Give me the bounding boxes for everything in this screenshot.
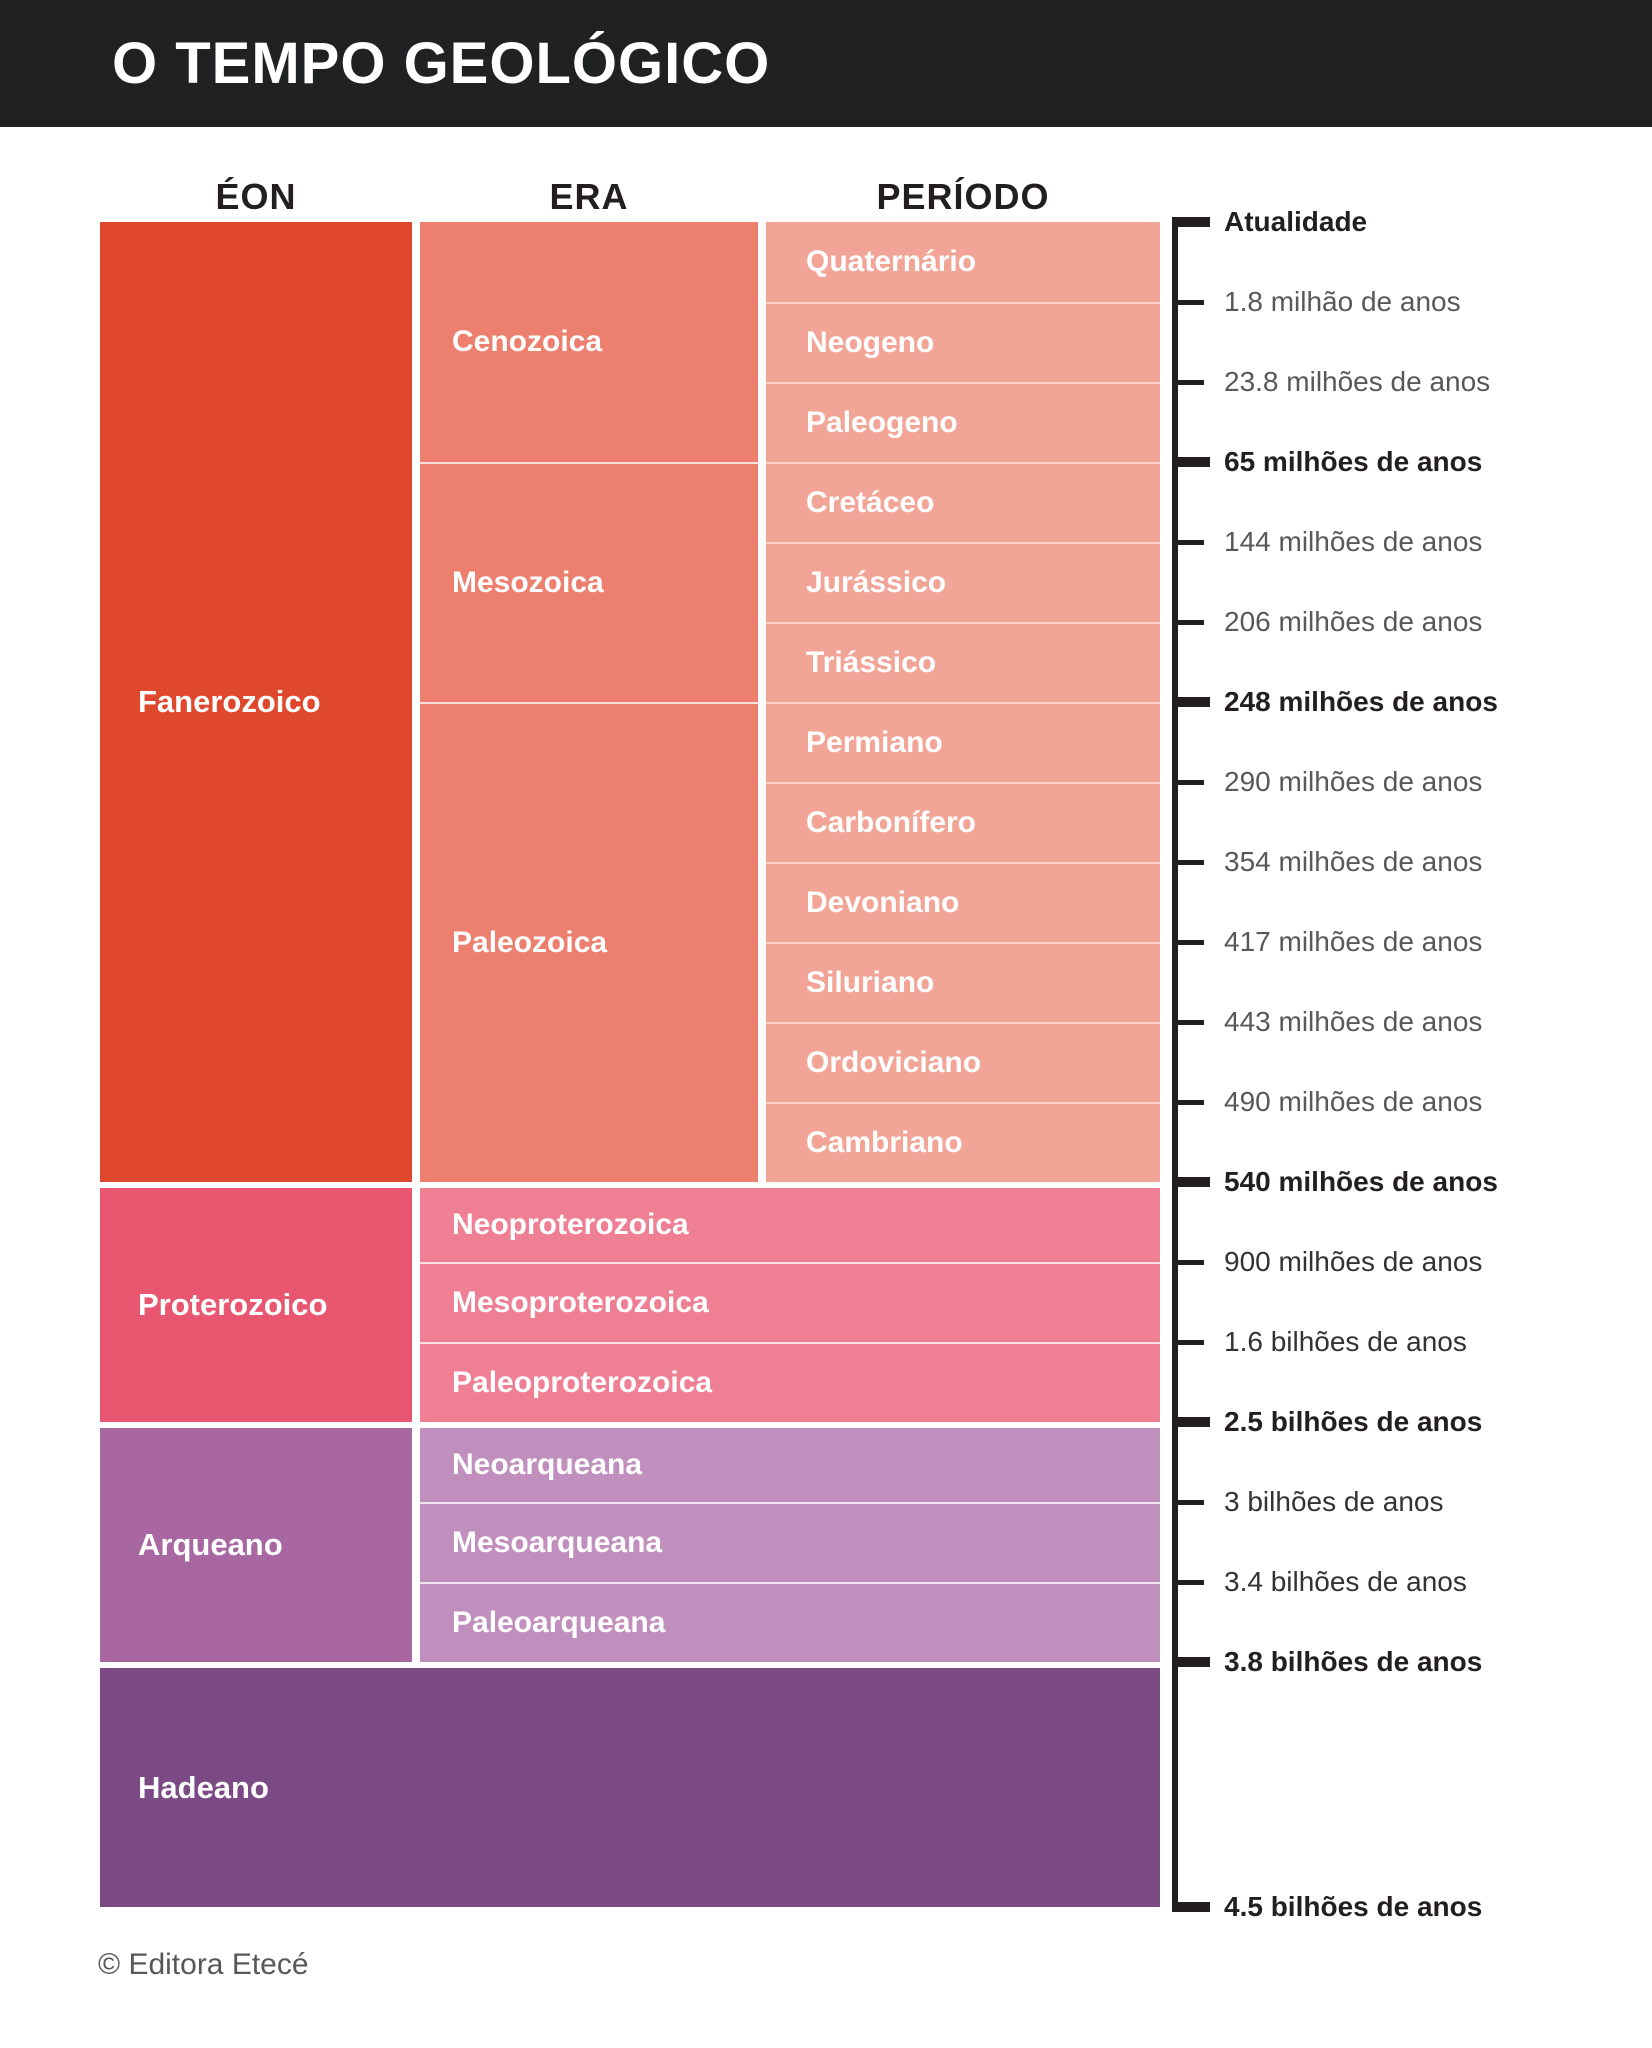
period-row	[766, 1022, 1160, 1102]
timeline-tick	[1172, 300, 1204, 305]
timeline-label: 3 bilhões de anos	[1224, 1486, 1444, 1517]
timeline-label: 3.4 bilhões de anos	[1224, 1566, 1467, 1597]
period-label: Jurássico	[806, 566, 947, 599]
eon-block-hadeano	[100, 1668, 1160, 1907]
timeline-tick	[1172, 1657, 1210, 1667]
eon-label-hadeano: Hadeano	[138, 1769, 269, 1805]
era-label: Mesozoica	[452, 566, 604, 599]
timeline-tick	[1172, 697, 1210, 707]
period-label: Paleogeno	[806, 406, 958, 439]
timeline-label: 1.6 bilhões de anos	[1224, 1326, 1467, 1357]
column-header-period: PERÍODO	[876, 176, 1050, 217]
period-row	[766, 622, 1160, 702]
period-label: Cambriano	[806, 1126, 963, 1159]
timeline-label: 540 milhões de anos	[1224, 1166, 1498, 1197]
timeline-tick	[1172, 780, 1204, 785]
period-row	[766, 1102, 1160, 1182]
period-label: Siluriano	[806, 966, 935, 999]
timeline-label: 206 milhões de anos	[1224, 606, 1483, 637]
period-label: Quaternário	[806, 245, 977, 278]
period-label: Devoniano	[806, 886, 960, 919]
arqueano-era-row	[420, 1582, 1160, 1662]
timeline-label: 490 milhões de anos	[1224, 1086, 1483, 1117]
column-header-era: ERA	[549, 176, 629, 217]
timeline-tick	[1172, 1500, 1204, 1505]
column-header-eon: ÉON	[215, 176, 297, 217]
timeline-tick	[1172, 457, 1210, 467]
timeline-label: 144 milhões de anos	[1224, 526, 1483, 557]
timeline-tick	[1172, 1340, 1204, 1345]
timeline-label: 3.8 bilhões de anos	[1224, 1646, 1483, 1677]
period-label: Carbonífero	[806, 806, 977, 839]
timeline-tick	[1172, 1417, 1210, 1427]
timeline-tick	[1172, 1020, 1204, 1025]
arqueano-era-label: Mesoarqueana	[452, 1526, 663, 1559]
timeline-label: 23.8 milhões de anos	[1224, 366, 1491, 397]
timeline-label: 248 milhões de anos	[1224, 686, 1498, 717]
period-row	[766, 462, 1160, 542]
timeline-label: 4.5 bilhões de anos	[1224, 1891, 1483, 1922]
timeline-tick	[1172, 540, 1204, 545]
timeline-tick	[1172, 217, 1210, 227]
period-row	[766, 542, 1160, 622]
timeline-label: 443 milhões de anos	[1224, 1006, 1483, 1037]
period-row	[766, 382, 1160, 462]
era-row	[420, 702, 758, 1182]
period-row	[766, 222, 1160, 302]
timeline-label: 417 milhões de anos	[1224, 926, 1483, 957]
timeline-label: 1.8 milhão de anos	[1224, 286, 1461, 317]
period-row	[766, 702, 1160, 782]
credit: © Editora Etecé	[98, 1948, 309, 1981]
eon-block-fanerozoico	[100, 222, 412, 1182]
period-row	[766, 862, 1160, 942]
timeline-tick	[1172, 1177, 1210, 1187]
era-label: Paleozoica	[452, 926, 608, 959]
eon-block-proterozoico	[100, 1188, 412, 1422]
timeline-label: 290 milhões de anos	[1224, 766, 1483, 797]
proterozoico-era-row	[420, 1342, 1160, 1422]
timeline-tick	[1172, 1580, 1204, 1585]
timeline-tick	[1172, 1260, 1204, 1265]
timeline-label: 65 milhões de anos	[1224, 446, 1483, 477]
eon-block-arqueano	[100, 1428, 412, 1662]
period-row	[766, 302, 1160, 382]
timeline-label: 2.5 bilhões de anos	[1224, 1406, 1483, 1437]
eon-label-proterozoico: Proterozoico	[138, 1287, 328, 1322]
era-row	[420, 462, 758, 702]
timeline-tick	[1172, 1100, 1204, 1105]
timeline-tick	[1172, 380, 1204, 385]
period-label: Permiano	[806, 726, 943, 759]
arqueano-era-label: Paleoarqueana	[452, 1606, 666, 1639]
proterozoico-era-column	[420, 1188, 1160, 1422]
timeline-label: 354 milhões de anos	[1224, 846, 1483, 877]
proterozoico-era-row	[420, 1188, 1160, 1262]
period-column	[766, 222, 1160, 1182]
proterozoico-era-label: Paleoproterozoica	[452, 1366, 713, 1399]
proterozoico-era-label: Mesoproterozoica	[452, 1286, 709, 1319]
timeline-tick	[1172, 860, 1204, 865]
eon-label-fanerozoico: Fanerozoico	[138, 684, 321, 719]
period-row	[766, 942, 1160, 1022]
proterozoico-era-row	[420, 1262, 1160, 1342]
arqueano-era-row	[420, 1502, 1160, 1582]
period-label: Cretáceo	[806, 486, 935, 519]
era-label: Cenozoica	[452, 325, 603, 358]
arqueano-era-label: Neoarqueana	[452, 1448, 643, 1481]
header-bar	[0, 0, 1652, 127]
arqueano-era-column	[420, 1428, 1160, 1662]
eon-label-arqueano: Arqueano	[138, 1527, 283, 1562]
period-label: Triássico	[806, 646, 937, 679]
arqueano-era-row	[420, 1428, 1160, 1502]
period-row	[766, 782, 1160, 862]
period-label: Ordoviciano	[806, 1046, 982, 1079]
proterozoico-era-label: Neoproterozoica	[452, 1208, 689, 1241]
timeline-label: Atualidade	[1224, 206, 1368, 237]
timeline-tick	[1172, 940, 1204, 945]
era-column	[420, 222, 758, 1182]
timeline-label: 900 milhões de anos	[1224, 1246, 1483, 1277]
timeline-tick	[1172, 1902, 1210, 1912]
period-label: Neogeno	[806, 326, 935, 359]
page-title: O TEMPO GEOLÓGICO	[112, 31, 771, 96]
timeline-tick	[1172, 620, 1204, 625]
era-row	[420, 222, 758, 462]
